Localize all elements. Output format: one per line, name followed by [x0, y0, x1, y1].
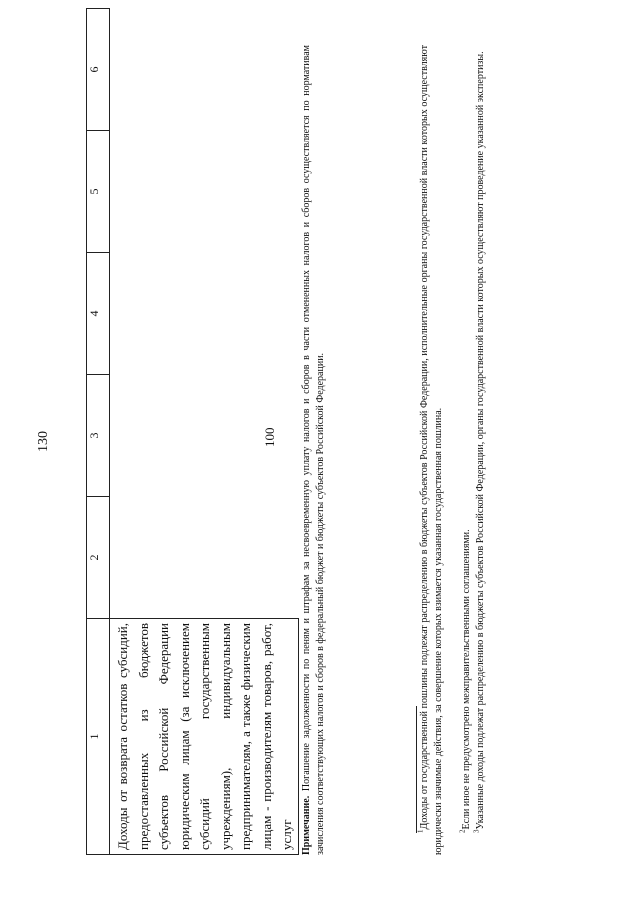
empty-cell [110, 497, 299, 619]
note-text: Погашение задолженности по пеням и штрафам за несвоевременную уплату налогов и сборов в части отмененных налогов и сборов осуществляется по нормативам зачисления соответствующих налогов и сборов в федеральный бюджет и бюджеты субъектов Российской Федерации. [301, 45, 326, 855]
row-value-col3: 100 [262, 427, 277, 447]
footnote-3 [474, 45, 488, 855]
row-label-cell: Доходы от возврата остатков субсидий, предоставленных из бюджетов субъектов Российской Федерации юридическим лицам (за исключением субсидий государственным учреждениям), индивидуальным предпринимателям, а также физическим лицам - производителям товаров, работ, услуг [110, 619, 299, 855]
footnote-text: Указанные доходы подлежат распределению в бюджеты субъектов Российской Федерации, органы государственной власти которых осуществляют проведение указанной экспертизы. [475, 51, 486, 830]
footnote-mark: 3 [472, 829, 481, 833]
header-col-4: 4 [87, 253, 110, 375]
footnote-2 [460, 45, 474, 855]
empty-cell [110, 9, 299, 131]
note-label: Примечание. [301, 795, 312, 855]
header-col-2: 2 [87, 497, 110, 619]
footnote-separator [416, 706, 417, 833]
footnote-text: Доходы от государственной пошлины подлежат распределению в бюджеты субъектов Российской Федерации, исполнительные органы государственной власти которых осуществляют юридически значимые действия, за совершение которых взимается указанная государственная пошлина. [419, 45, 444, 855]
header-col-3: 3 [87, 375, 110, 497]
footnote-mark: 1 [416, 829, 425, 833]
footnote-mark: 2 [458, 829, 467, 833]
table-header-row [87, 9, 110, 855]
empty-cell [110, 131, 299, 253]
header-col-5: 5 [87, 131, 110, 253]
empty-cell [110, 253, 299, 375]
note-paragraph [300, 45, 327, 855]
header-col-1: 1 [87, 619, 110, 855]
footnote-text: Если иное не предусмотрено межправительственными соглашениями. [461, 529, 472, 830]
page-number: 130 [36, 431, 51, 452]
header-col-6: 6 [87, 9, 110, 131]
footnote-1 [418, 45, 445, 855]
